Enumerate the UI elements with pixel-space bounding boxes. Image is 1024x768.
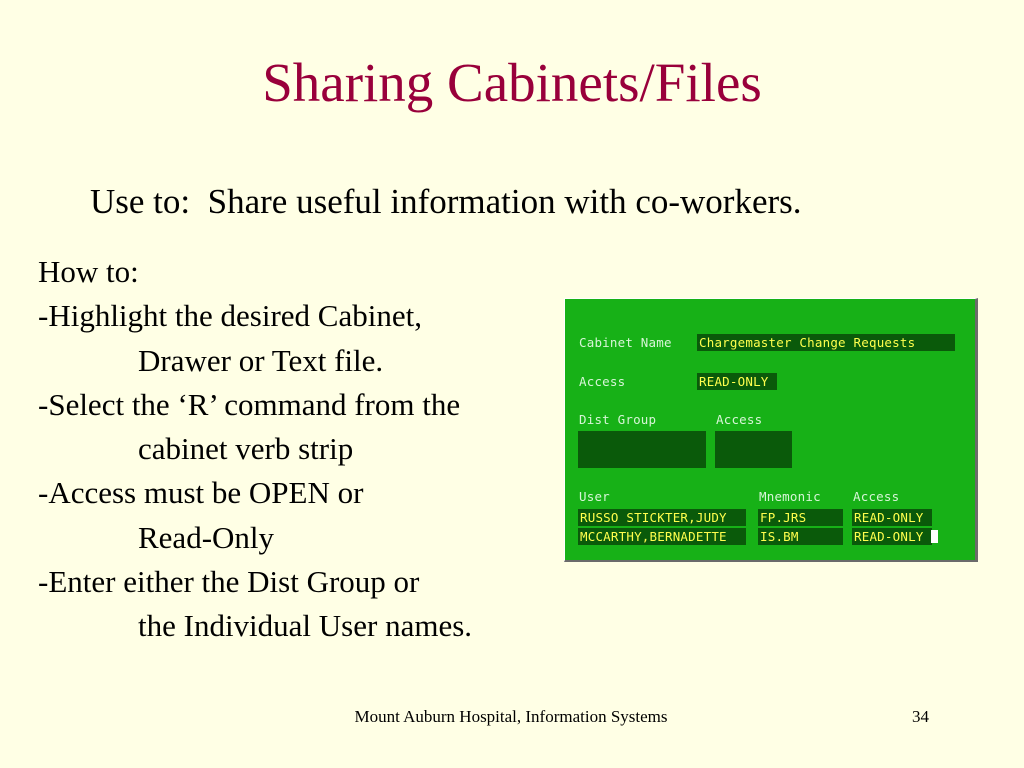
user-header: User bbox=[579, 489, 610, 504]
dist-access-header: Access bbox=[716, 412, 763, 427]
user-field[interactable]: RUSSO STICKTER,JUDY bbox=[578, 509, 746, 526]
mnemonic-field[interactable]: FP.JRS bbox=[758, 509, 843, 526]
user-access-field[interactable]: READ-ONLY bbox=[852, 528, 932, 545]
page-number: 34 bbox=[912, 707, 929, 726]
how-to-line: -Highlight the desired Cabinet, bbox=[38, 298, 422, 334]
how-to-line: -Enter either the Dist Group or bbox=[38, 564, 420, 600]
how-to-line: -Access must be OPEN or bbox=[38, 475, 364, 511]
access-label: Access bbox=[579, 374, 626, 389]
footer-text: Mount Auburn Hospital, Information Systems bbox=[354, 707, 668, 726]
dist-group-field[interactable] bbox=[578, 431, 706, 468]
how-to-list bbox=[38, 250, 472, 649]
cabinet-name-label: Cabinet Name bbox=[579, 335, 672, 350]
how-to-line: Drawer or Text file. bbox=[138, 342, 384, 378]
dist-group-header: Dist Group bbox=[579, 412, 657, 427]
use-to-text: Use to: Share useful information with co-workers. bbox=[90, 182, 802, 221]
how-to-line: cabinet verb strip bbox=[138, 431, 354, 467]
how-to-line: the Individual User names. bbox=[138, 608, 473, 644]
cabinet-name-field[interactable]: Chargemaster Change Requests bbox=[697, 334, 955, 351]
how-to-line: How to: bbox=[38, 254, 139, 289]
access-field[interactable]: READ-ONLY bbox=[697, 373, 777, 390]
user-access-header: Access bbox=[853, 489, 900, 504]
slide-title: Sharing Cabinets/Files bbox=[262, 52, 762, 113]
how-to-line: Read-Only bbox=[138, 519, 275, 555]
mnemonic-field[interactable]: IS.BM bbox=[758, 528, 843, 545]
terminal-screenshot bbox=[564, 298, 978, 562]
how-to-line: -Select the ‘R’ command from the bbox=[38, 386, 461, 422]
text-cursor bbox=[931, 530, 938, 543]
dist-access-field[interactable] bbox=[715, 431, 792, 468]
mnemonic-header: Mnemonic bbox=[759, 489, 821, 504]
user-field[interactable]: MCCARTHY,BERNADETTE bbox=[578, 528, 746, 545]
user-access-field[interactable]: READ-ONLY bbox=[852, 509, 932, 526]
